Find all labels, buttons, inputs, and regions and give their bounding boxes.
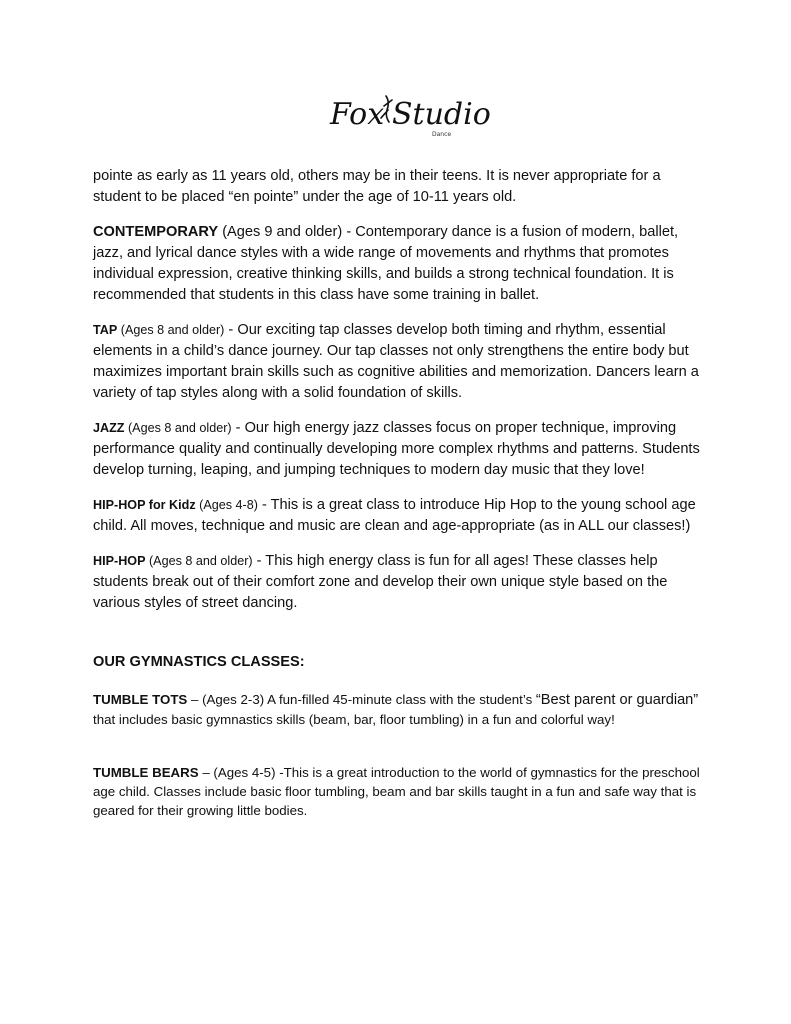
- jazz-title: JAZZ: [93, 421, 125, 435]
- tumble-bears-text: – (Ages 4-5) -This is a great introduction to the world of gymnastics for the preschool age child. Classes include basic floor tumbling, beam and bar skills taught in a fun and safe way that is geared for their growing little bodies.: [93, 765, 700, 818]
- studio-logo: [328, 88, 491, 140]
- dancer-icon: [328, 88, 491, 140]
- svg-text:Studio: Studio: [392, 97, 491, 132]
- gymnastics-heading: OUR GYMNASTICS CLASSES:: [93, 654, 305, 670]
- hiphop-title: HIP-HOP: [93, 554, 146, 568]
- jazz-ages: (Ages 8 and older): [124, 421, 232, 435]
- class-descriptions: [93, 166, 705, 820]
- tumble-bears-title: TUMBLE BEARS: [93, 765, 199, 780]
- hiphop-ages: (Ages 8 and older): [145, 554, 253, 568]
- tumble-tots-text-a: – (Ages 2-3) A fun-filled 45-minute class with the student’s: [187, 692, 536, 707]
- intro-continuation: pointe as early as 11 years old, others may be in their teens. It is never appropriate for a student to be placed “en pointe” under the age of 10-11 years old.: [93, 168, 661, 205]
- hiphop-description: [93, 551, 705, 614]
- tap-text: - Our exciting tap classes develop both timing and rhythm, essential elements in a child’s dance journey. Our tap classes not only strengthens the entire body but maximizes important brain skills such as cognitive abilities and memorization. Dancers learn a variety of tap styles along with a solid foundation of skills.: [93, 322, 699, 401]
- tap-description: [93, 320, 705, 404]
- tumble-tots-text-c: that includes basic gymnastics skills (beam, bar, floor tumbling) in a fun and colorful way!: [93, 712, 615, 727]
- tap-title: TAP: [93, 323, 118, 337]
- svg-text:Dance: Dance: [432, 131, 452, 138]
- tumble-tots-title: TUMBLE TOTS: [93, 692, 188, 707]
- hiphop-kidz-title: HIP-HOP for Kidz: [93, 498, 196, 512]
- tumble-tots-text-b: “Best parent or guardian”: [535, 692, 699, 708]
- tumble-bears-description: [93, 763, 705, 820]
- tap-ages: (Ages 8 and older): [117, 323, 225, 337]
- hiphop-kidz-text: - This is a great class to introduce Hip Hop to the young school age child. All moves, technique and music are clean and age-appropriate (as in ALL our classes!): [93, 497, 696, 534]
- tumble-tots-description: [93, 690, 705, 729]
- hiphop-kidz-ages: (Ages 4-8): [195, 498, 258, 512]
- contemporary-ages: (Ages 9 and older): [218, 224, 343, 240]
- svg-text:Fox: Fox: [330, 97, 385, 132]
- hiphop-kidz-description: [93, 495, 705, 537]
- hiphop-text: - This high energy class is fun for all ages! These classes help students break out of their comfort zone and develop their own unique style based on the various styles of street dancing.: [93, 553, 668, 611]
- contemporary-title: CONTEMPORARY: [93, 224, 219, 240]
- jazz-description: [93, 418, 705, 481]
- contemporary-description: [93, 222, 705, 306]
- contemporary-text: - Contemporary dance is a fusion of modern, ballet, jazz, and lyrical dance styles with a wide range of movements and rhythms that promotes individual expression, creative thinking skills, and builds a strong technical foundation. It is recommended that students in this class have some training in ballet.: [93, 224, 679, 303]
- jazz-text: - Our high energy jazz classes focus on proper technique, improving performance quality and continually developing more complex rhythms and patterns. Students develop turning, leaping, and jumping techniques to modern day music that they love!: [93, 420, 700, 478]
